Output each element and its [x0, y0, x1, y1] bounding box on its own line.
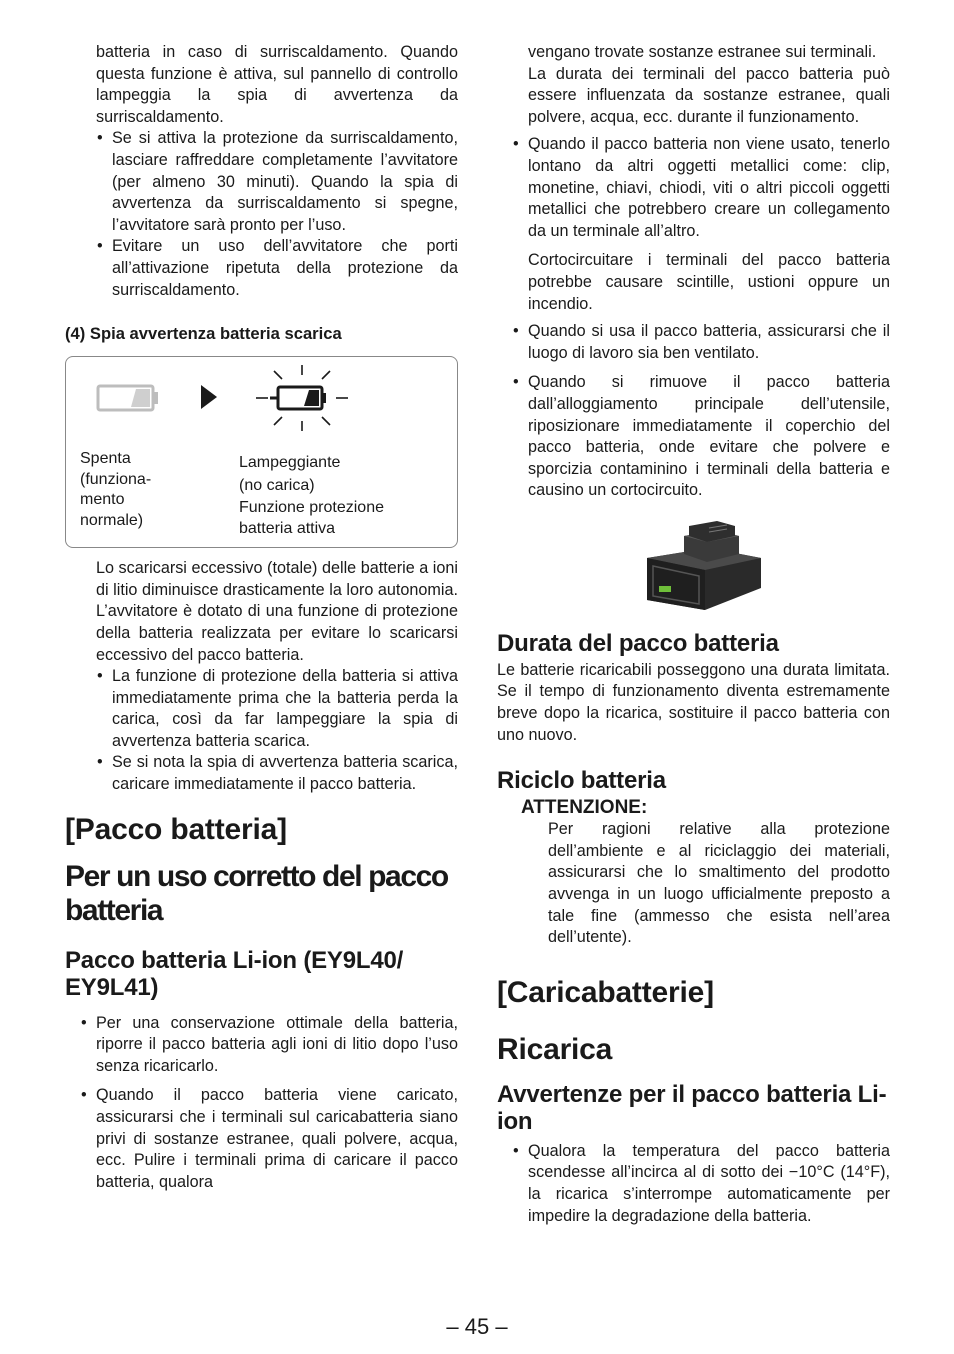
- correct-use-heading: Per un uso corretto del pacco batteria: [65, 859, 448, 927]
- right-column: [497, 42, 890, 1227]
- overheat-bullets: [65, 128, 458, 301]
- liion-bullets: [65, 1013, 458, 1194]
- warning-label: ATTENZIONE:: [521, 797, 648, 819]
- list-item: • Se si attiva la protezione da surriscaldamento, lasciare raffreddare completamente l’avvitatore (per almeno 30 minuti). Quando la spia di avvertenza da surriscaldamento si spegne, l’avvitatore sarà pronto per l’uso.: [112, 128, 458, 236]
- arrow-right-icon: [199, 383, 221, 411]
- liion-warnings-heading: Avvertenze per il pacco batteria Li-ion: [497, 1080, 887, 1135]
- list-item: • Quando il pacco batteria non viene usato, tenerlo lontano da altri oggetti metallici come: clip, monetine, chiavi, chiodi, viti o altri piccoli oggetti metallici che potrebbero creare un collegamento da un terminale all’altro.: [528, 134, 890, 242]
- section-4-title: (4) Spia avvertenza batteria scarica: [65, 324, 342, 344]
- list-item: • Se si nota la spia di avvertenza batteria scarica, caricare immediatamente il pacco batteria.: [112, 752, 458, 795]
- overheat-intro: batteria in caso di surriscaldamento. Quando questa funzione è attiva, sul pannello di controllo lampeggia la spia di avvertenza da surriscaldamento.: [96, 43, 458, 126]
- blink-caption: Lampeggiante (no carica): [239, 454, 341, 495]
- liion-heading: Pacco batteria Li-ion (EY9L40/ EY9L41): [65, 946, 404, 1001]
- page-number: – 45 –: [446, 1314, 508, 1339]
- pack-heading: [Pacco batteria]: [65, 812, 287, 846]
- battery-indicator-panel: [65, 356, 458, 548]
- short-circuit-text: Cortocircuitare i terminali del pacco batteria potrebbe causare scintille, ustioni oppure un incendio.: [528, 251, 890, 313]
- terminals-durability: La durata dei terminali del pacco batteria può essere influenzata da sostanze estranee, quali polvere, acqua, ecc. durante il funzionamento.: [528, 64, 890, 126]
- battery-blinking-icon: [254, 363, 350, 433]
- duration-text: Le batterie ricaricabili posseggono una durata limitata. Se il tempo di funzionamento diventa estremamente breve dopo la ricarica, sostituire il pacco batteria con uno nuovo.: [497, 660, 890, 744]
- list-item: • Quando si usa il pacco batteria, assicurarsi che il luogo di lavoro sia ben ventilato.: [528, 321, 890, 364]
- recycle-heading: Riciclo batteria: [497, 767, 666, 795]
- list-item: • Quando si rimuove il pacco batteria dall’alloggiamento principale dell’utensile, riposizionare immediatamente il coperchio del pacco batteria, onde evitare che polvere e sporcizia contaminino i terminali della batteria e causino un cortocircuito.: [528, 372, 890, 502]
- list-item: • Evitare un uso dell’avvitatore che porti all’attivazione ripetuta della protezione da surriscaldamento.: [112, 236, 458, 301]
- terminals-cont: vengano trovate sostanze estranee sui terminali.: [528, 43, 877, 61]
- off-caption: Spenta (funziona- mento normale): [80, 450, 152, 529]
- list-item: • Per una conservazione ottimale della batteria, riporre il pacco batteria agli ioni di litio dopo l’uso senza ricaricarlo.: [96, 1013, 458, 1078]
- duration-heading: Durata del pacco batteria: [497, 629, 779, 657]
- list-item: • La funzione di protezione della batteria si attiva immediatamente prima che la batteria perda la carica, così da far lampeggiare la spia di avvertenza batteria scarica.: [112, 666, 458, 752]
- battery-pack-image: [639, 518, 767, 616]
- discharge-text: Lo scaricarsi eccessivo (totale) delle batterie a ioni di litio diminuisce drasticamente la loro autonomia. L’avvitatore è dotato di una funzione di protezione della batteria realizzata per evitare lo scaricarsi eccessivo del pacco batteria.: [96, 559, 458, 664]
- charger-heading: [Caricabatterie]: [497, 975, 714, 1009]
- recycle-text: Per ragioni relative alla protezione dell’ambiente e al riciclaggio dei materiali, assicurarsi che lo smaltimento del prodotto avvenga in un luogo ufficialmente preposto a tale fine (ammesso che esista nell’area dell’utente).: [548, 820, 890, 947]
- protection-caption: Funzione protezione batteria attiva: [239, 499, 384, 537]
- battery-off-icon: [96, 381, 160, 415]
- list-item: • Quando il pacco batteria viene caricato, assicurarsi che i terminali sul caricabatteria siano privi di sostanze estranee, quali polvere, acqua, ecc. Pulire i terminali prima di caricare il pacco batteria, qualora: [96, 1085, 458, 1193]
- metal-bullet: [497, 134, 890, 242]
- charging-heading: Ricarica: [497, 1032, 613, 1066]
- left-column: [65, 42, 458, 1193]
- temperature-bullet: [497, 1141, 890, 1227]
- list-item: • Qualora la temperatura del pacco batteria scendesse all’incirca al di sotto dei −10°C (14°F), la ricarica s’interrompe automaticamente per impedire la degradazione della batteria.: [528, 1141, 890, 1227]
- discharge-bullets: [65, 666, 458, 796]
- pack-bullets: [497, 321, 890, 502]
